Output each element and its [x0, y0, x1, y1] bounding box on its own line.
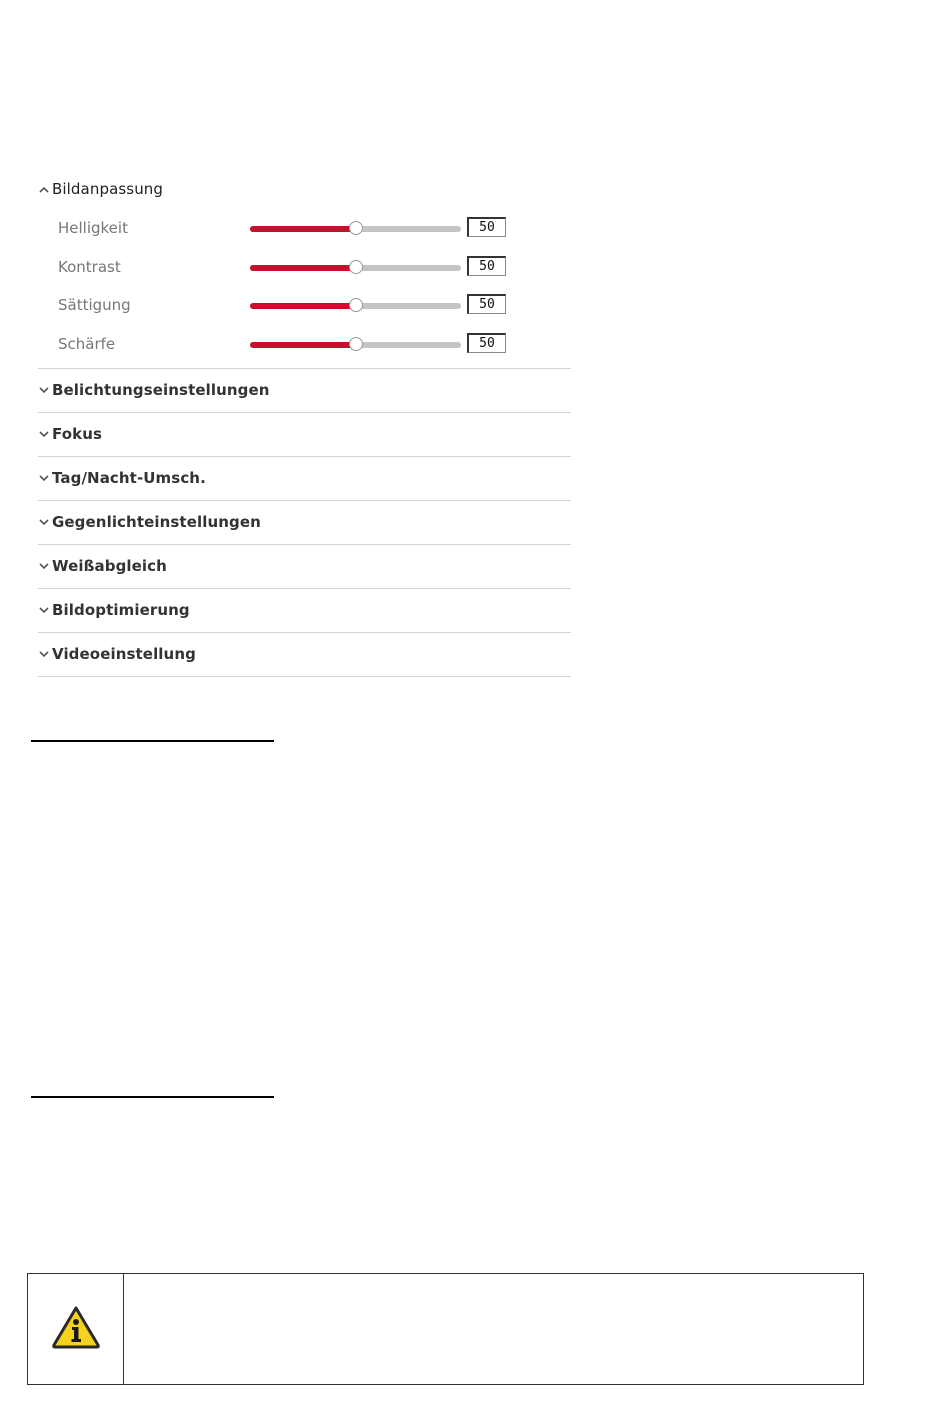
slider-thumb[interactable]: [349, 221, 363, 235]
info-warning-icon: [51, 1305, 101, 1353]
slider-track[interactable]: [250, 342, 461, 348]
section-header-belichtungseinstellungen[interactable]: [38, 369, 571, 412]
chevron-down-icon: [38, 385, 50, 395]
slider-row-schaerfe: [38, 325, 571, 364]
slider-value-input[interactable]: [467, 217, 506, 237]
section-bildoptimierung: [38, 588, 571, 632]
slider-fill: [250, 342, 356, 348]
slider-fill: [250, 303, 356, 309]
slider-track[interactable]: [250, 265, 461, 271]
slider-value-input[interactable]: [467, 256, 506, 276]
section-title: Gegenlichteinstellungen: [52, 513, 261, 532]
slider-label: Kontrast: [58, 257, 121, 276]
section-weissabgleich: [38, 544, 571, 588]
slider-label: Sättigung: [58, 296, 131, 315]
slider-value-input[interactable]: [467, 294, 506, 314]
section-title: Weißabgleich: [52, 557, 167, 576]
slider-track[interactable]: [250, 303, 461, 309]
slider-thumb[interactable]: [349, 298, 363, 312]
slider-label: Schärfe: [58, 335, 116, 354]
section-title: Videoeinstellung: [52, 645, 196, 664]
chevron-down-icon: [38, 517, 50, 527]
slider-row-saettigung: [38, 286, 571, 325]
notice-icon-cell: [28, 1274, 124, 1384]
slider-value-input[interactable]: [467, 333, 506, 353]
slider-row-helligkeit: [38, 209, 571, 248]
separator-line: [31, 740, 274, 742]
chevron-down-icon: [38, 649, 50, 659]
section-fokus: [38, 412, 571, 456]
notice-text-cell: [124, 1274, 863, 1384]
section-belichtungseinstellungen: [38, 368, 571, 412]
section-header-videoeinstellung[interactable]: [38, 633, 571, 676]
section-tag-nacht-umsch: [38, 456, 571, 500]
chevron-up-icon: [38, 184, 50, 194]
section-header-fokus[interactable]: [38, 413, 571, 456]
section-title: Tag/Nacht-Umsch.: [52, 469, 206, 488]
slider-track[interactable]: [250, 226, 461, 232]
section-header-tag-nacht-umsch[interactable]: [38, 457, 571, 500]
section-header-weissabgleich[interactable]: [38, 545, 571, 588]
section-title: Belichtungseinstellungen: [52, 381, 270, 400]
slider-row-kontrast: [38, 248, 571, 287]
separator-line: [31, 1096, 274, 1098]
section-header-gegenlichteinstellungen[interactable]: [38, 501, 571, 544]
section-header-bildanpassung[interactable]: [38, 172, 571, 206]
section-bildanpassung: [38, 172, 571, 368]
slider-thumb[interactable]: [349, 260, 363, 274]
notice-box: [27, 1273, 864, 1385]
section-title: Fokus: [52, 425, 103, 444]
slider-label: Helligkeit: [58, 219, 128, 237]
slider-thumb[interactable]: [349, 337, 363, 351]
section-videoeinstellung: [38, 632, 571, 677]
chevron-down-icon: [38, 605, 50, 615]
chevron-down-icon: [38, 429, 50, 439]
slider-fill: [250, 226, 356, 232]
section-title: Bildanpassung: [52, 180, 164, 198]
section-title: Bildoptimierung: [52, 601, 190, 620]
chevron-down-icon: [38, 561, 50, 571]
section-gegenlichteinstellungen: [38, 500, 571, 544]
slider-fill: [250, 265, 356, 271]
section-header-bildoptimierung[interactable]: [38, 589, 571, 632]
image-settings-panel: [38, 172, 571, 677]
chevron-down-icon: [38, 473, 50, 483]
